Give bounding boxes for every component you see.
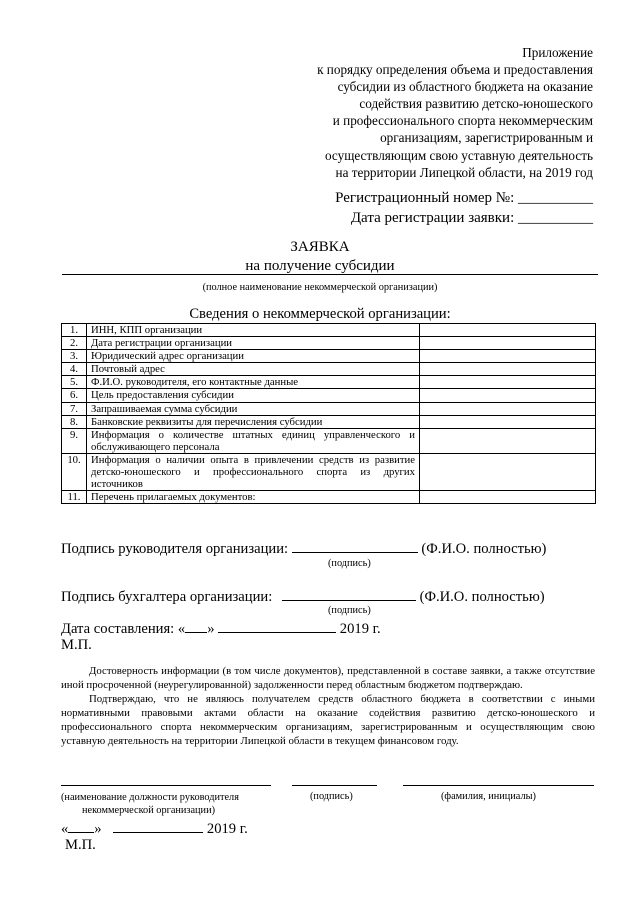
position-caption-line: некоммерческой организации)	[82, 805, 216, 816]
footer-date-quote-open: «	[61, 821, 69, 837]
table-row	[62, 350, 596, 363]
row-value-cell[interactable]	[420, 324, 596, 337]
row-number: 9.	[62, 428, 87, 453]
stamp-label: М.П.	[61, 637, 92, 653]
head-signature-caption: (подпись)	[328, 558, 371, 569]
row-number: 8.	[62, 415, 87, 428]
statement-block	[61, 664, 595, 748]
table-row	[62, 415, 596, 428]
org-info-table	[61, 323, 596, 504]
row-number: 10.	[62, 453, 87, 490]
registration-number[interactable]: Регистрационный номер №: __________	[335, 190, 593, 206]
accountant-signature-row	[61, 587, 545, 606]
position-caption-line: (наименование должности руководителя	[61, 792, 239, 803]
table-row	[62, 363, 596, 376]
compilation-date-quote: »	[207, 621, 215, 637]
row-value-cell[interactable]	[420, 491, 596, 504]
compilation-month-field[interactable]	[218, 619, 336, 633]
row-label: Информация о количестве штатных единиц управленческого и обслуживающего персонала	[87, 428, 420, 453]
footer-signature-caption: (подпись)	[310, 791, 353, 802]
head-signature-label: Подпись руководителя организации:	[61, 541, 289, 557]
section-title: Сведения о некоммерческой организации:	[189, 306, 451, 322]
accountant-signature-caption: (подпись)	[328, 605, 371, 616]
statement-accuracy: Достоверность информации (в том числе документов), представленной в составе заявки, а также отсутствие иной просроченной (неурегулированной) задолженности перед областным бюджетом подтверждаю.	[61, 665, 595, 691]
row-label: ИНН, КПП организации	[87, 324, 420, 337]
compilation-date-label: Дата составления: «	[61, 621, 186, 637]
row-value-cell[interactable]	[420, 350, 596, 363]
table-row	[62, 453, 596, 490]
compilation-day-field[interactable]	[185, 619, 207, 633]
table-row	[62, 376, 596, 389]
appendix-line: Приложение	[522, 45, 593, 60]
row-value-cell[interactable]	[420, 453, 596, 490]
row-label: Юридический адрес организации	[87, 350, 420, 363]
accountant-signature-label: Подпись бухгалтера организации:	[61, 589, 273, 605]
row-number: 11.	[62, 491, 87, 504]
table-row	[62, 491, 596, 504]
row-number: 3.	[62, 350, 87, 363]
org-name-line[interactable]	[62, 274, 598, 275]
table-row	[62, 389, 596, 402]
appendix-line: к порядку определения объема и предоставления	[317, 62, 593, 78]
table-row	[62, 428, 596, 453]
accountant-name-hint: (Ф.И.О. полностью)	[419, 589, 545, 605]
full-name-caption: (фамилия, инициалы)	[441, 791, 536, 802]
document-subtitle: на получение субсидии	[245, 258, 395, 274]
row-number: 5.	[62, 376, 87, 389]
position-caption	[61, 791, 239, 817]
appendix-line: субсидии из областного бюджета на оказание	[337, 79, 593, 95]
table-row	[62, 402, 596, 415]
compilation-date-row	[61, 619, 381, 638]
row-number: 4.	[62, 363, 87, 376]
document-title: ЗАЯВКА	[290, 239, 350, 255]
row-label: Запрашиваемая сумма субсидии	[87, 402, 420, 415]
appendix-line: и профессионального спорта некоммерческим	[332, 113, 593, 129]
head-signature-row	[61, 539, 546, 558]
row-label: Цель предоставления субсидии	[87, 389, 420, 402]
compilation-year: 2019 г.	[339, 621, 381, 637]
row-label: Банковские реквизиты для перечисления субсидии	[87, 415, 420, 428]
row-value-cell[interactable]	[420, 337, 596, 350]
row-label: Почтовый адрес	[87, 363, 420, 376]
head-name-hint: (Ф.И.О. полностью)	[421, 541, 547, 557]
row-label: Перечень прилагаемых документов:	[87, 491, 420, 504]
full-name-field[interactable]	[403, 785, 594, 786]
appendix-line: на территории Липецкой области, на 2019 год	[335, 164, 593, 180]
position-field[interactable]	[61, 785, 271, 786]
footer-date-row	[61, 819, 248, 838]
row-number: 6.	[62, 389, 87, 402]
appendix-header	[273, 44, 593, 181]
row-number: 7.	[62, 402, 87, 415]
row-value-cell[interactable]	[420, 415, 596, 428]
appendix-line: организациям, зарегистрированным и	[380, 130, 593, 146]
row-value-cell[interactable]	[420, 402, 596, 415]
footer-year: 2019 г.	[206, 821, 248, 837]
head-signature-field[interactable]	[292, 539, 418, 553]
row-value-cell[interactable]	[420, 376, 596, 389]
appendix-line: осуществляющим свою уставную деятельность	[325, 147, 593, 163]
org-name-caption: (полное наименование некоммерческой организации)	[202, 282, 438, 293]
row-number: 2.	[62, 337, 87, 350]
footer-day-field[interactable]	[68, 819, 94, 833]
row-value-cell[interactable]	[420, 428, 596, 453]
row-label: Ф.И.О. руководителя, его контактные данные	[87, 376, 420, 389]
statement-not-recipient: Подтверждаю, что не являюсь получателем средств областного бюджета в соответствии с иными нормативными правовыми актами области на оказание содействия развитию детско-юношеского и профессионального спорта некоммерческим организациям, зарегистрированным и осуществляющим свою уставную деятельность на территории Липецкой области в текущем финансовом году.	[61, 693, 595, 747]
footer-stamp-label: М.П.	[65, 837, 96, 853]
row-value-cell[interactable]	[420, 389, 596, 402]
footer-month-field[interactable]	[113, 819, 203, 833]
registration-block	[335, 189, 593, 228]
accountant-signature-field[interactable]	[282, 587, 416, 601]
table-row	[62, 337, 596, 350]
appendix-line: содействия развитию детско-юношеского	[359, 96, 593, 112]
row-label: Дата регистрации организации	[87, 337, 420, 350]
footer-date-quote-close: »	[94, 821, 102, 837]
footer-signature-field[interactable]	[292, 785, 377, 786]
table-row	[62, 324, 596, 337]
registration-date[interactable]: Дата регистрации заявки: __________	[350, 209, 593, 226]
row-label: Информация о наличии опыта в привлечении средств из развитие детско-юношеского и профессионального спорта из других источников	[87, 453, 420, 490]
row-number: 1.	[62, 324, 87, 337]
row-value-cell[interactable]	[420, 363, 596, 376]
